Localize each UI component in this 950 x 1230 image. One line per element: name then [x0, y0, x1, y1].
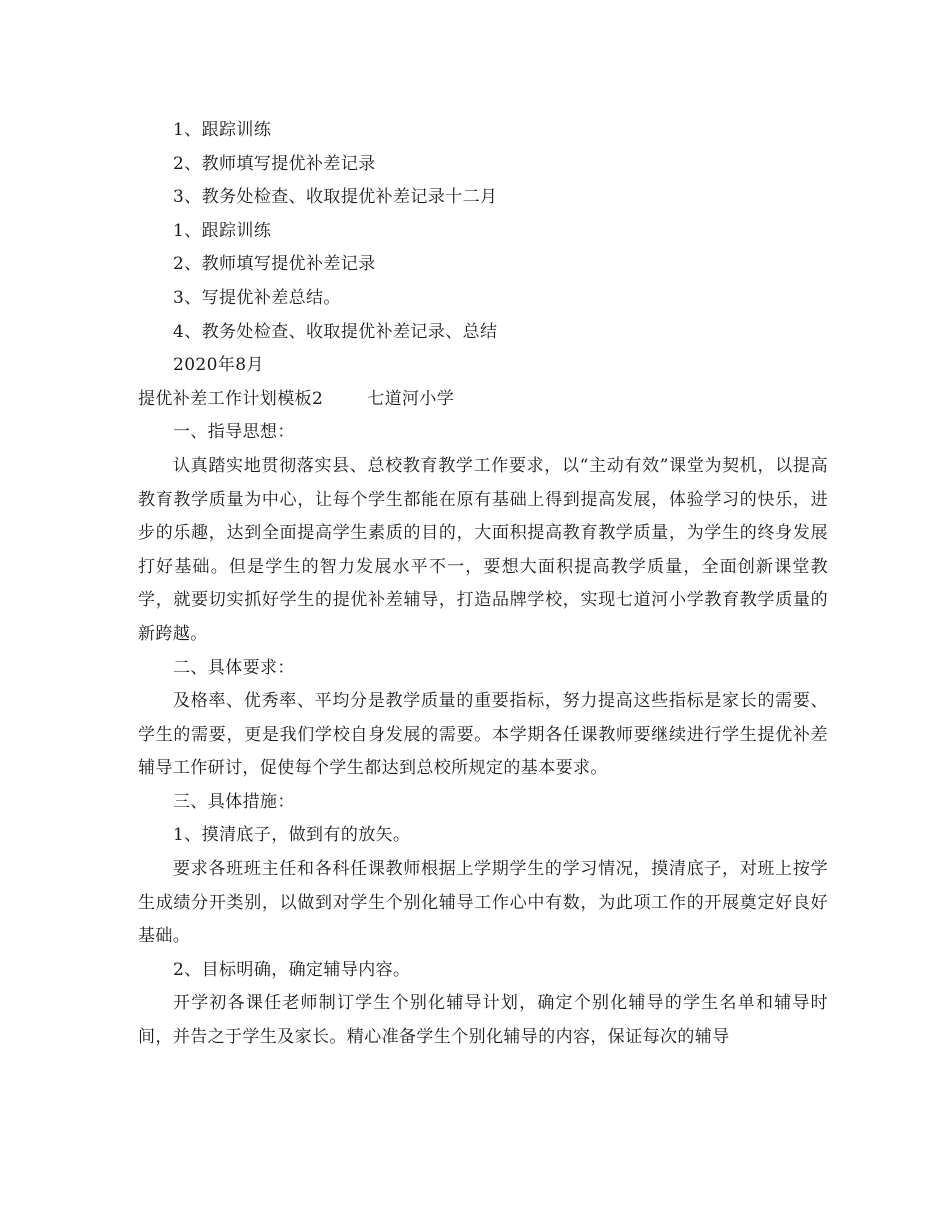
- paragraph-requirements: 及格率、优秀率、平均分是教学质量的重要指标，努力提高这些指标是家长的需要、学生的需要，更是我们学校自身发展的需要。本学期各任课教师要继续进行学生提优补差辅导工作研讨，促使每个学生都达到总校所规定的基本要求。: [138, 691, 828, 779]
- list-item: 2、教师填写提优补差记录: [173, 254, 376, 275]
- date-line: 2020年8月: [173, 355, 264, 376]
- list-item: 3、教务处检查、收取提优补差记录十二月: [173, 187, 498, 208]
- paragraph-measure-1: 要求各班班主任和各科任课教师根据上学期学生的学习情况，摸清底子，对班上按学生成绩分开类别，以做到对学生个别化辅导工作心中有数，为此项工作的开展奠定好良好基础。: [138, 859, 828, 947]
- document-body: [138, 114, 828, 1055]
- document-title-row: [138, 383, 828, 417]
- section-heading-guiding-ideology: 一、指导思想：: [173, 422, 295, 443]
- section-heading-measures: 三、具体措施：: [173, 791, 295, 812]
- list-item: 1、跟踪训练: [173, 120, 272, 140]
- measure-heading-2: 2、目标明确，确定辅导内容。: [173, 959, 411, 980]
- paragraph-measure-2: 开学初各课任老师制订学生个别化辅导计划，确定个别化辅导的学生名单和辅导时间，并告之于学生及家长。精心准备学生个别化辅导的内容，保证每次的辅导: [138, 993, 828, 1048]
- paragraph-guiding-ideology: 认真踏实地贯彻落实县、总校教育教学工作要求，以“主动有效”课堂为契机，以提高教育教学质量为中心，让每个学生都能在原有基础上得到提高发展，体验学习的快乐，进步的乐趣，达到全面提高学生素质的目的，大面积提高教育教学质量，为学生的终身发展打好基础。但是学生的智力发展水平不一，要想大面积提高教学质量，全面创新课堂教学，就要切实抓好学生的提优补差辅导，打造品牌学校，实现七道河小学教育教学质量的新跨越。: [138, 455, 828, 644]
- document-title: 提优补差工作计划模板2: [138, 388, 324, 409]
- measure-heading-1: 1、摸清底子，做到有的放矢。: [173, 825, 411, 846]
- section-heading-requirements: 二、具体要求：: [173, 657, 295, 678]
- school-name: 七道河小学: [367, 388, 455, 409]
- list-item: 2、教师填写提优补差记录: [173, 153, 376, 174]
- list-item: 1、跟踪训练: [173, 220, 272, 241]
- list-item: 4、教务处检查、收取提优补差记录、总结: [173, 321, 498, 342]
- list-item: 3、写提优补差总结。: [173, 287, 341, 308]
